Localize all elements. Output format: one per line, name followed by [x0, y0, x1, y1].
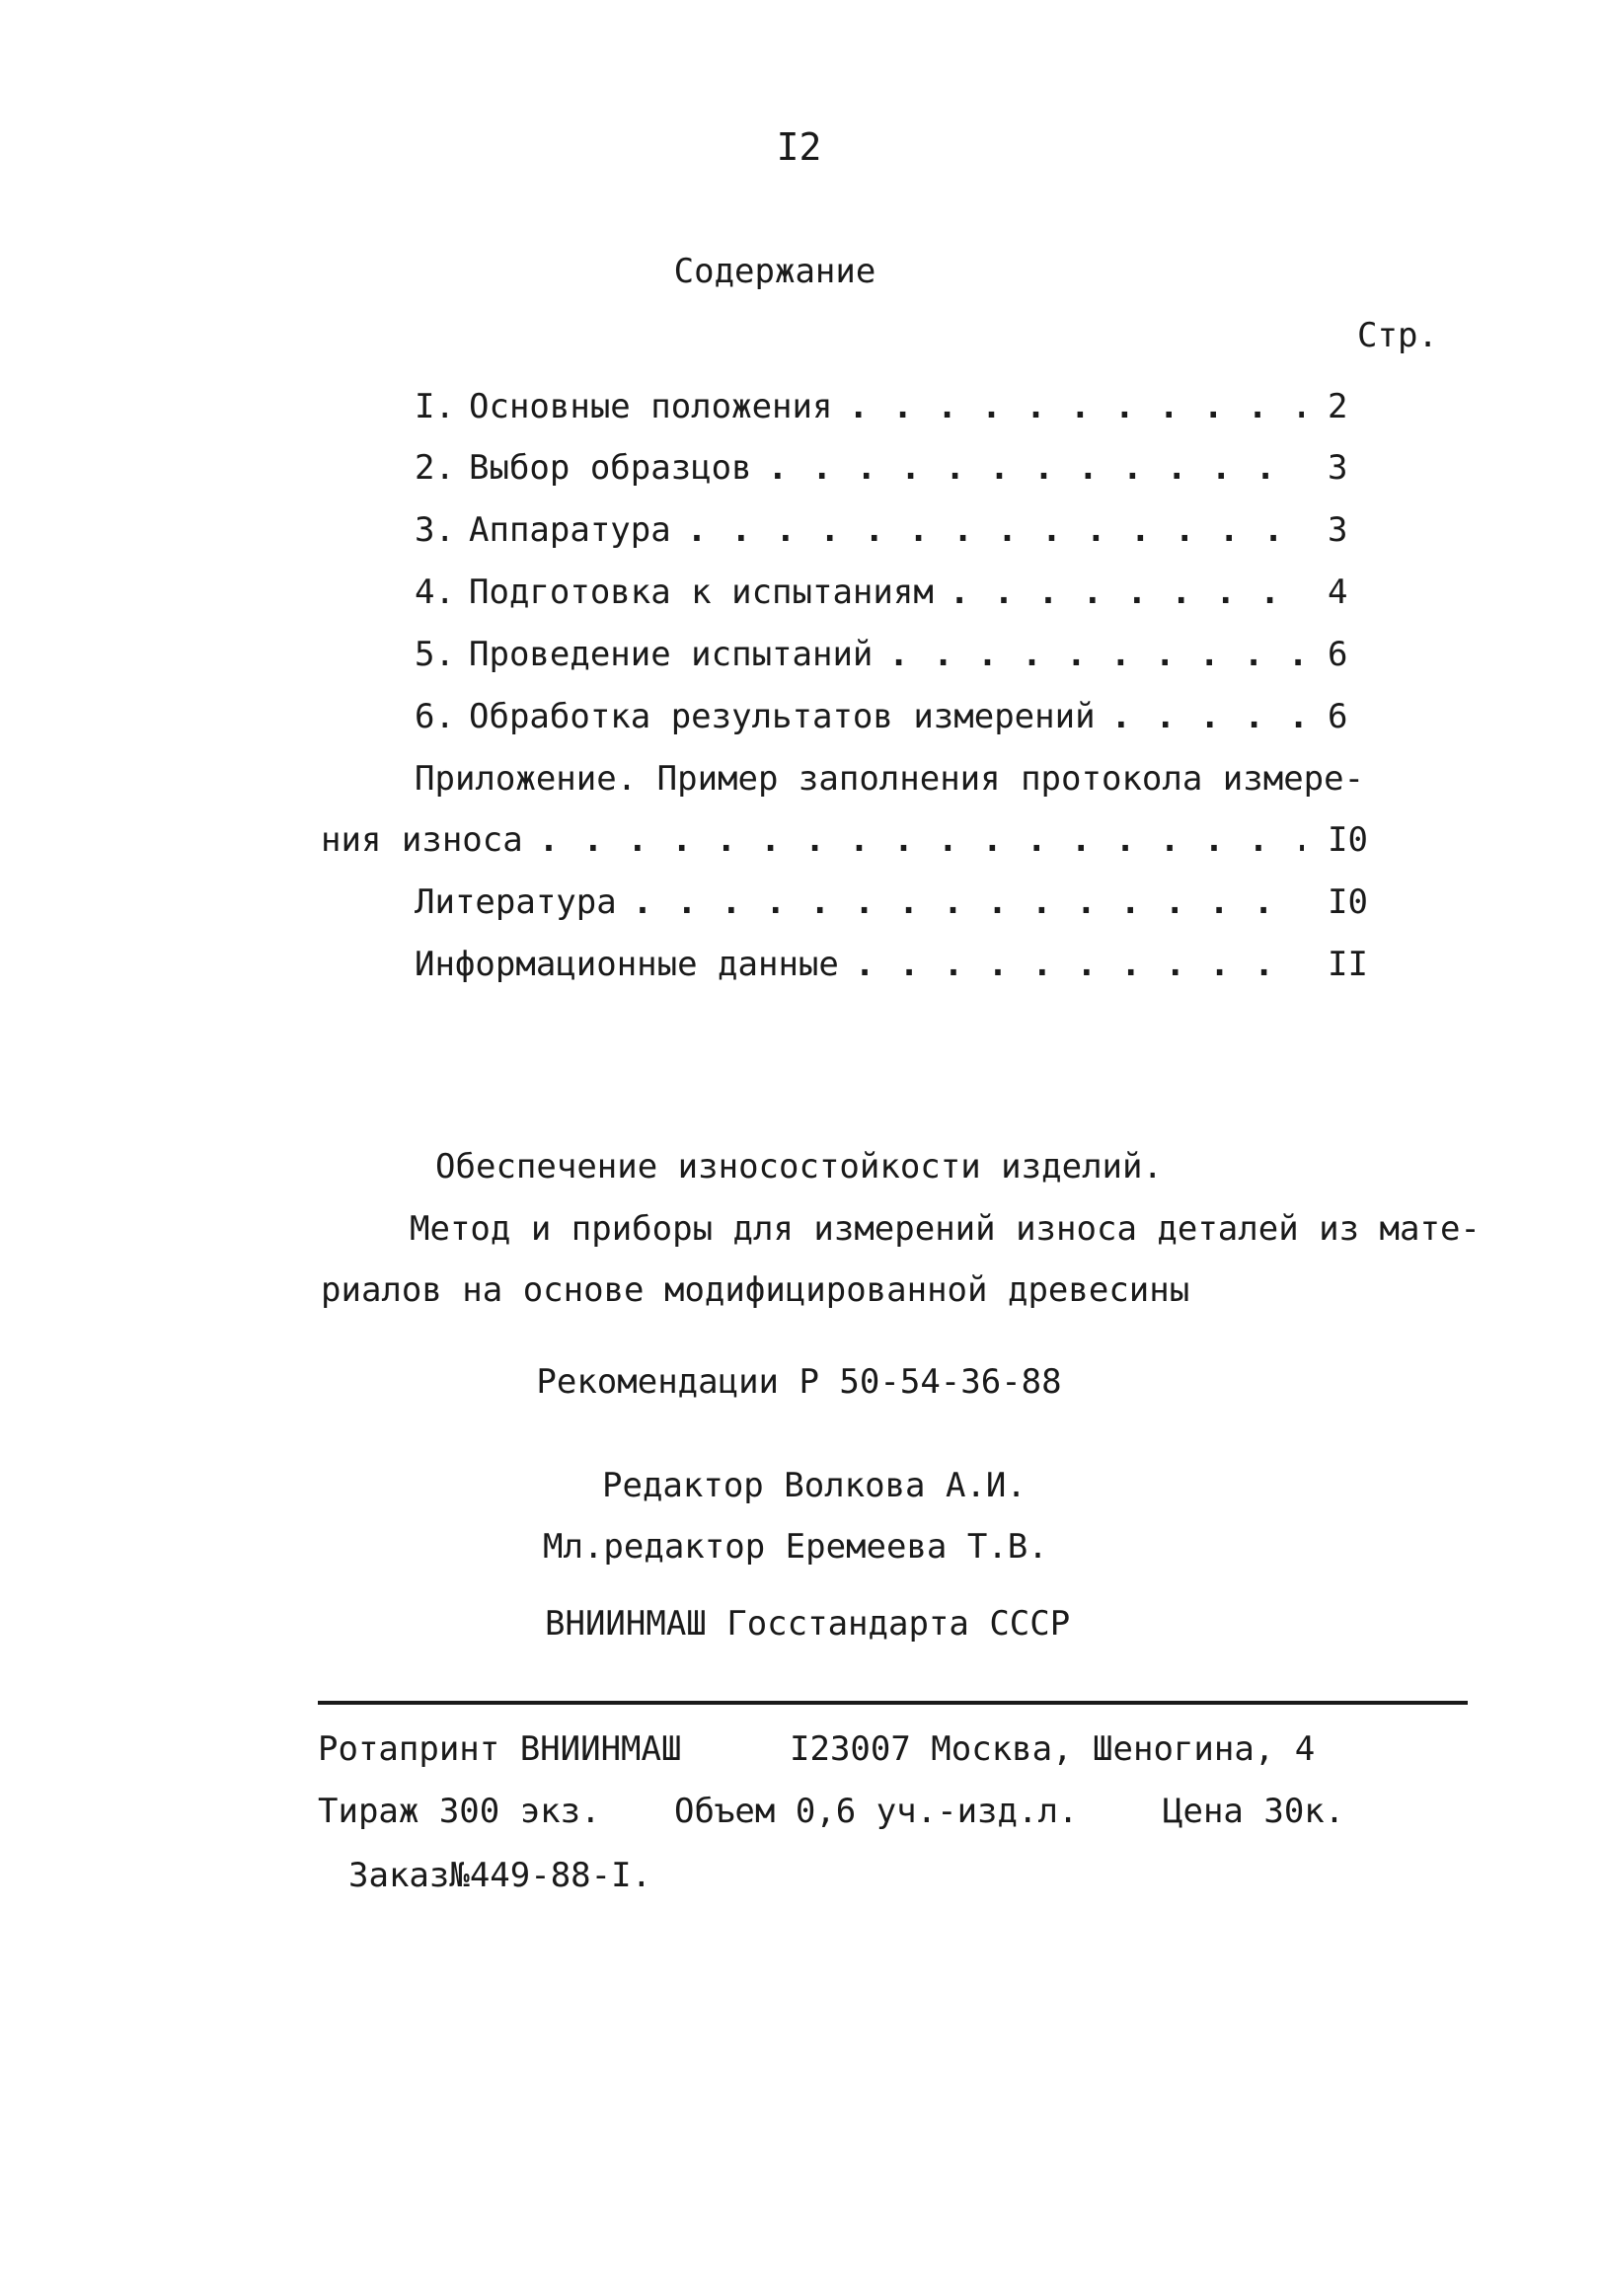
toc-entry — [415, 882, 1377, 922]
printer-address: I23007 Москва, Шеногина, 4 — [790, 1729, 1316, 1769]
toc-leader-dots — [768, 451, 1304, 485]
toc-entry — [415, 945, 1377, 984]
editor-credit: Редактор Волкова А.И. — [602, 1466, 1027, 1505]
divider-rule — [318, 1701, 1468, 1705]
toc-entry-page: 6 — [1328, 635, 1348, 674]
toc-entry-page: I0 — [1328, 820, 1368, 860]
document-code: Рекомендации Р 50-54-36-88 — [536, 1362, 1062, 1402]
toc-leader-dots — [633, 885, 1304, 919]
toc-entry — [415, 573, 1377, 612]
toc-entry-number: 3. — [415, 510, 455, 550]
page-column-label: Стр. — [1357, 316, 1438, 355]
document-subtitle-line1: Метод и приборы для измерений износа деталей из мате- — [410, 1209, 1481, 1249]
toc-entry — [415, 635, 1377, 674]
toc-entry-title: Проведение испытаний — [469, 635, 874, 674]
toc-entry-page: I0 — [1328, 882, 1368, 922]
toc-appendix-line1: Приложение. Пример заполнения протокола измере- — [415, 759, 1365, 799]
toc-entry-number: 2. — [415, 448, 455, 488]
toc-leader-dots — [687, 513, 1304, 547]
order-number: Заказ№449-88-I. — [348, 1856, 652, 1895]
toc-entry-page: II — [1328, 945, 1368, 984]
toc-entry-page: 4 — [1328, 573, 1348, 612]
print-run: Тираж 300 экз. — [318, 1792, 601, 1831]
toc-entry-number: I. — [415, 387, 455, 426]
toc-entry-title: Литература — [415, 882, 617, 922]
toc-entry — [415, 448, 1377, 488]
toc-entry-number: 6. — [415, 697, 455, 736]
junior-editor-credit: Мл.редактор Еремеева Т.В. — [543, 1527, 1048, 1567]
publisher-credit: ВНИИНМАШ Госстандарта СССР — [545, 1604, 1071, 1644]
document-title: Обеспечение износостойкости изделий. — [435, 1147, 1163, 1186]
page-number: I2 — [776, 125, 822, 169]
toc-entry — [321, 820, 1377, 860]
toc-entry-title: Подготовка к испытаниям — [469, 573, 934, 612]
toc-leader-dots — [888, 638, 1304, 671]
contents-heading: Содержание — [673, 252, 876, 291]
toc-entry-number: 5. — [415, 635, 455, 674]
print-volume: Объем 0,6 уч.-изд.л. — [674, 1792, 1079, 1831]
toc-entry-title: Обработка результатов измерений — [469, 697, 1096, 736]
toc-entry-page: 3 — [1328, 448, 1348, 488]
toc-entry-title: Информационные данные — [415, 945, 839, 984]
toc-entry-title: Выбор образцов — [469, 448, 752, 488]
toc-leader-dots — [950, 575, 1304, 609]
toc-entry — [415, 387, 1377, 426]
printer-name: Ротапринт ВНИИНМАШ — [318, 1729, 682, 1769]
toc-leader-dots — [848, 390, 1304, 423]
toc-entry-page: 6 — [1328, 697, 1348, 736]
toc-entry-title: Аппаратура — [469, 510, 671, 550]
print-price: Цена 30к. — [1163, 1792, 1345, 1831]
toc-leader-dots — [855, 948, 1304, 981]
toc-entry — [415, 697, 1377, 736]
toc-entry-page: 3 — [1328, 510, 1348, 550]
toc-entry-number: 4. — [415, 573, 455, 612]
toc-leader-dots — [1111, 700, 1304, 733]
toc-entry-title: Основные положения — [469, 387, 833, 426]
toc-entry — [415, 510, 1377, 550]
toc-leader-dots — [539, 823, 1304, 857]
toc-entry-page: 2 — [1328, 387, 1348, 426]
document-subtitle-line2: риалов на основе модифицированной древесины — [321, 1270, 1190, 1310]
toc-appendix-line2: ния износа — [321, 820, 523, 860]
